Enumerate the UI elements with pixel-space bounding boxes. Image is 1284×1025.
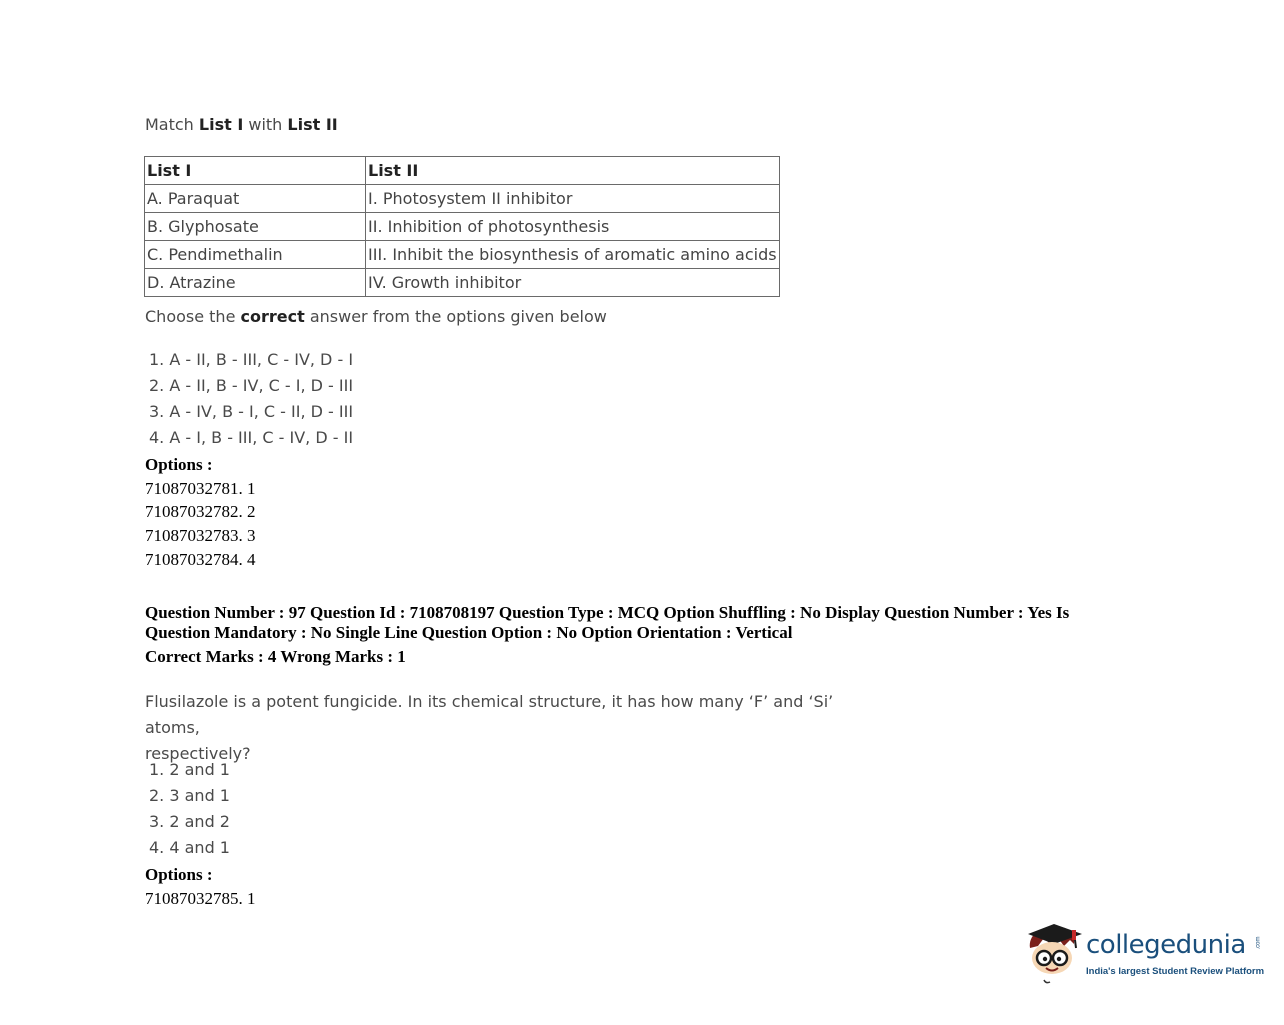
choose-bold: correct bbox=[240, 307, 305, 326]
collegedunia-logo bbox=[1024, 918, 1264, 998]
match-table bbox=[144, 156, 780, 297]
table-cell: A. Paraquat bbox=[145, 185, 366, 213]
option-id: 71087032783. 3 bbox=[145, 526, 256, 546]
brand-tagline: India's largest Student Review Platform bbox=[1086, 966, 1265, 977]
option-id: 71087032782. 2 bbox=[145, 502, 256, 522]
mascot-icon bbox=[1024, 918, 1086, 998]
choose-suffix: answer from the options given below bbox=[304, 307, 607, 326]
table-cell: D. Atrazine bbox=[145, 269, 366, 297]
intro-list1: List I bbox=[198, 115, 244, 134]
brand-dotcom: .com bbox=[1255, 936, 1262, 950]
meta-line2: Question Mandatory : No Single Line Question Option : No Option Orientation : Vertical bbox=[145, 623, 793, 642]
q2-text-line2: respectively? bbox=[145, 744, 251, 763]
table-row bbox=[145, 185, 780, 213]
option-id: 71087032784. 4 bbox=[145, 549, 256, 569]
table-cell: III. Inhibit the biosynthesis of aromatic amino acids bbox=[366, 241, 780, 269]
table-header-list2: List II bbox=[366, 157, 780, 185]
table-row bbox=[145, 241, 780, 269]
table-cell: I. Photosystem II inhibitor bbox=[366, 185, 780, 213]
table-row bbox=[145, 213, 780, 241]
options-label: Options : bbox=[145, 455, 213, 474]
table-cell: IV. Growth inhibitor bbox=[366, 269, 780, 297]
table-cell: C. Pendimethalin bbox=[145, 241, 366, 269]
list-item: 3. 2 and 2 bbox=[149, 812, 230, 831]
intro-mid: with bbox=[243, 115, 288, 134]
table-header-row bbox=[145, 157, 780, 185]
table-cell: II. Inhibition of photosynthesis bbox=[366, 213, 780, 241]
choose-instruction bbox=[145, 307, 607, 326]
options-label: Options : bbox=[145, 865, 213, 884]
brand-name: collegedunia bbox=[1086, 930, 1246, 960]
q2-text-line1: Flusilazole is a potent fungicide. In its chemical structure, it has how many ‘F’ and ‘Si’ atoms, bbox=[145, 692, 834, 737]
table-row bbox=[145, 269, 780, 297]
list-item: 1. 2 and 1 bbox=[149, 760, 230, 779]
list-item: 2. A - II, B - IV, C - I, D - III bbox=[149, 376, 354, 395]
list-item: 4. A - I, B - III, C - IV, D - II bbox=[149, 428, 354, 447]
q2-options-block bbox=[145, 863, 256, 910]
q1-choice-list bbox=[149, 347, 353, 451]
list-item: 2. 3 and 1 bbox=[149, 786, 230, 805]
option-id: 71087032785. 1 bbox=[145, 888, 256, 908]
list-item: 1. A - II, B - III, C - IV, D - I bbox=[149, 350, 354, 369]
question-meta bbox=[145, 603, 1145, 667]
table-cell: B. Glyphosate bbox=[145, 213, 366, 241]
list-item: 4. 4 and 1 bbox=[149, 838, 230, 857]
question-intro bbox=[145, 115, 338, 134]
q2-question-text bbox=[145, 689, 865, 767]
choose-prefix: Choose the bbox=[145, 307, 241, 326]
marks-line: Correct Marks : 4 Wrong Marks : 1 bbox=[145, 647, 406, 666]
q2-choice-list bbox=[149, 757, 230, 861]
q1-options-block bbox=[145, 453, 256, 572]
option-id: 71087032781. 1 bbox=[145, 478, 256, 498]
intro-prefix: Match bbox=[145, 115, 199, 134]
table-header-list1: List I bbox=[145, 157, 366, 185]
list-item: 3. A - IV, B - I, C - II, D - III bbox=[149, 402, 354, 421]
intro-list2: List II bbox=[287, 115, 338, 134]
meta-line1: Question Number : 97 Question Id : 7108708197 Question Type : MCQ Option Shuffling : No Display Question Number : Yes Is bbox=[145, 603, 1070, 622]
